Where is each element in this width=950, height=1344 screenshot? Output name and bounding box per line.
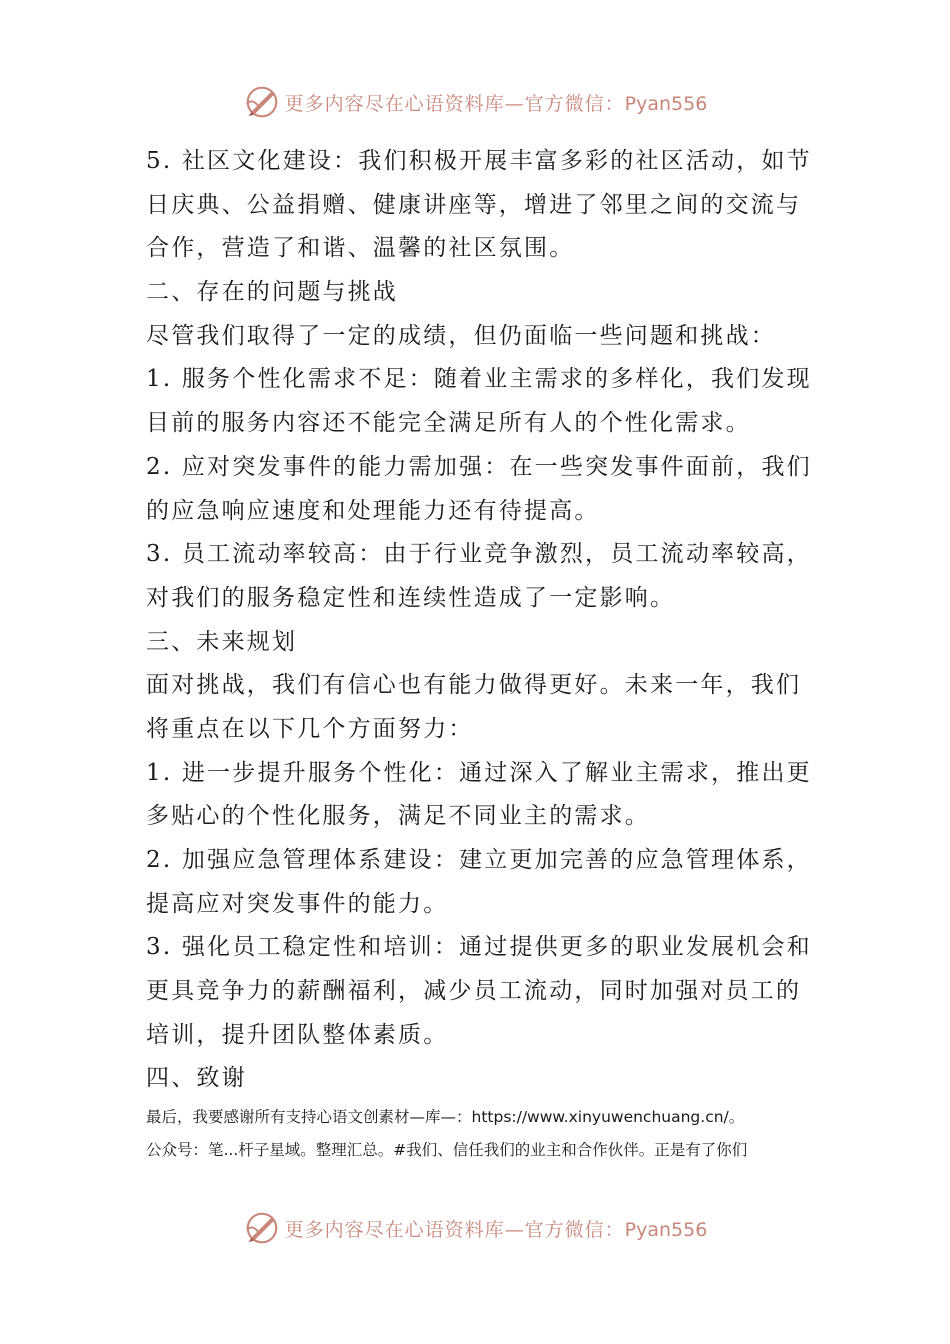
pen-logo-icon (243, 83, 281, 121)
section-heading: 四、致谢 (146, 1065, 247, 1092)
document-body (146, 140, 816, 1101)
text-line: 5. 社区文化建设：我们积极开展丰富多彩的社区活动，如节 (146, 148, 812, 174)
small-text-line: 最后，我要感谢所有支持心语文创素材—库—：https://www.xinyuwenchuang.cn/。 (146, 1108, 745, 1126)
section-heading: 二、存在的问题与挑战 (146, 279, 398, 306)
text-line: 面对挑战，我们有信心也有能力做得更好。未来一年，我们 (146, 672, 802, 699)
header-watermark (0, 82, 950, 122)
text-line: 更具竞争力的薪酬福利，减少员工流动，同时加强对员工的 (146, 978, 802, 1005)
text-line: 2. 应对突发事件的能力需加强：在一些突发事件面前，我们 (146, 453, 812, 480)
text-line: 尽管我们取得了一定的成绩，但仍面临一些问题和挑战： (146, 322, 776, 349)
watermark-text: 更多内容尽在心语资料库—官方微信：Pyan556 (284, 92, 708, 115)
watermark-text: 更多内容尽在心语资料库—官方微信：Pyan556 (284, 1218, 708, 1241)
text-line: 多贴心的个性化服务，满足不同业主的需求。 (146, 803, 650, 830)
pen-logo-icon (243, 1209, 281, 1247)
text-line: 对我们的服务稳定性和连续性造成了一定影响。 (146, 584, 676, 611)
footer-watermark (0, 1208, 950, 1248)
text-line: 2. 加强应急管理体系建设：建立更加完善的应急管理体系， (146, 847, 812, 873)
text-line: 合作，营造了和谐、温馨的社区氛围。 (146, 235, 575, 262)
text-line: 1. 进一步提升服务个性化：通过深入了解业主需求，推出更 (146, 759, 812, 786)
text-line: 目前的服务内容还不能完全满足所有人的个性化需求。 (146, 410, 751, 437)
text-line: 将重点在以下几个方面努力： (146, 715, 474, 742)
small-text-line: 公众号：笔...杆子星域。整理汇总。#我们、信任我们的业主和合作伙伴。正是有了你们 (146, 1141, 748, 1159)
text-line: 3. 强化员工稳定性和培训：通过提供更多的职业发展机会和 (146, 934, 812, 961)
text-line: 提高应对突发事件的能力。 (146, 890, 449, 917)
text-line: 3. 员工流动率较高：由于行业竞争激烈，员工流动率较高， (146, 541, 812, 568)
text-line: 的应急响应速度和处理能力还有待提高。 (146, 497, 600, 524)
section-heading: 三、未来规划 (146, 628, 298, 655)
text-line: 日庆典、公益捐赠、健康讲座等，增进了邻里之间的交流与 (146, 191, 802, 218)
text-line: 1. 服务个性化需求不足：随着业主需求的多样化，我们发现 (146, 366, 812, 393)
text-line: 培训，提升团队整体素质。 (146, 1021, 449, 1048)
